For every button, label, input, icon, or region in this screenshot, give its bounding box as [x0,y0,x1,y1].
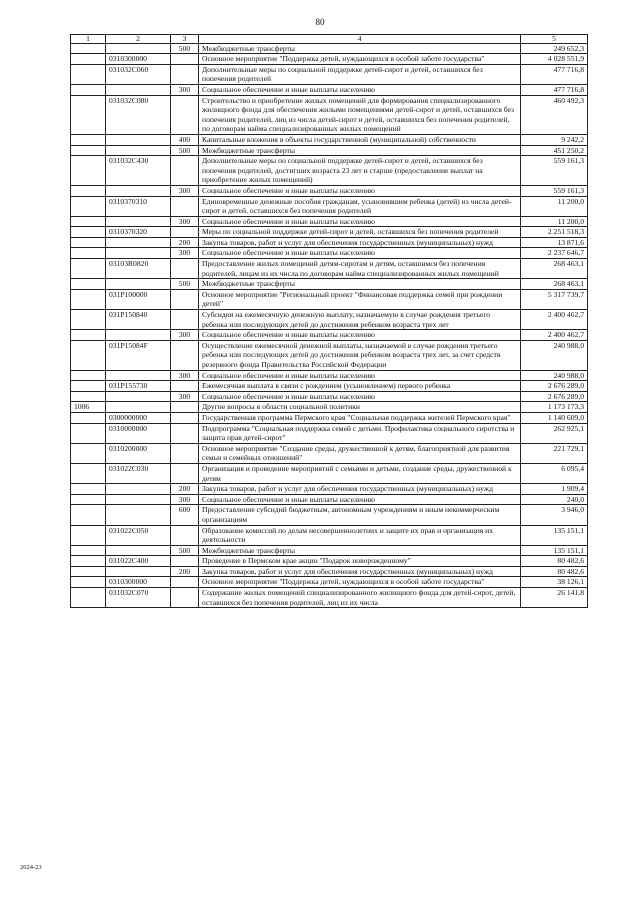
expense-type-cell: 500 [171,545,199,556]
description-cell: Предоставление жилых помещений детям-сиротам и детям, оставшимся без попечения родителей, лицам из их числа по договорам найма специализированных жилых помещений [199,259,521,279]
table-row [71,289,588,309]
expense-type-cell [171,54,199,65]
amount-cell: 2 400 462,7 [521,330,588,341]
section-code-cell [71,279,106,290]
header-cell: 3 [171,35,199,44]
description-cell: Социальное обеспечение и иные выплаты населению [199,330,521,341]
header-cell: 1 [71,35,106,44]
amount-cell: 26 141,8 [521,588,588,608]
section-code-cell [71,134,106,145]
table-row [71,340,588,370]
expense-type-cell: 300 [171,185,199,196]
amount-cell: 80 482,6 [521,556,588,567]
section-code-cell [71,43,106,54]
target-article-cell: 0310370310 [106,196,171,216]
amount-cell: 268 463,1 [521,259,588,279]
expense-type-cell: 300 [171,248,199,259]
section-code-cell [71,227,106,238]
description-cell: Закупка товаров, работ и услуг для обеспечения государственных (муниципальных) нужд [199,484,521,495]
description-cell: Образование комиссий по делам несовершеннолетних и защите их прав и организация их деятельности [199,525,521,545]
table-row [71,43,588,54]
amount-cell: 9 242,2 [521,134,588,145]
expense-type-cell [171,588,199,608]
target-article-cell: 031032С080 [106,95,171,134]
amount-cell: 249 652,3 [521,43,588,54]
expense-type-cell [171,95,199,134]
section-code-cell [71,494,106,505]
table-row [71,259,588,279]
section-code-cell [71,95,106,134]
amount-cell: 2 676 289,0 [521,391,588,402]
target-article-cell: 031P100000 [106,289,171,309]
target-article-cell: 0310300000 [106,54,171,65]
amount-cell: 460 492,3 [521,95,588,134]
expense-type-cell [171,156,199,186]
target-article-cell: 0300000000 [106,412,171,423]
section-code-cell [71,484,106,495]
table-row [71,248,588,259]
description-cell: Основное мероприятие "Создание среды, дружественной к детям, благоприятной для развития семьи и семейных отношений" [199,443,521,463]
target-article-cell [106,84,171,95]
section-code-cell [71,145,106,156]
section-code-cell [71,545,106,556]
header-cell: 2 [106,35,171,44]
description-cell: Организация и проведение мероприятий с семьями и детьми, создание среды, дружественной к детям [199,463,521,483]
description-cell: Осуществление ежемесячной денежной выплаты, назначаемой в случае рождения третьего ребенка или последующих детей до достижения ребенком возраста трех лет, за счет средств резервного фонда Правительства Российской Федерации [199,340,521,370]
expense-type-cell: 200 [171,484,199,495]
section-code-cell [71,463,106,483]
section-code-cell [71,566,106,577]
section-code-cell [71,505,106,525]
section-code-cell [71,340,106,370]
target-article-cell: 031032С070 [106,588,171,608]
table-row [71,381,588,392]
description-cell: Социальное обеспечение и иные выплаты населению [199,370,521,381]
expense-type-cell: 300 [171,216,199,227]
table-row [71,412,588,423]
amount-cell: 240 988,0 [521,340,588,370]
table-row [71,505,588,525]
target-article-cell [106,402,171,413]
target-article-cell [106,484,171,495]
description-cell: Ежемесячная выплата в связи с рождением (усыновлением) первого ребенка [199,381,521,392]
description-cell: Социальное обеспечение и иные выплаты населению [199,494,521,505]
expense-type-cell: 200 [171,237,199,248]
expense-type-cell [171,556,199,567]
table-row [71,484,588,495]
description-cell: Межбюджетные трансферты [199,279,521,290]
amount-cell: 1 140 609,0 [521,412,588,423]
section-code-cell [71,248,106,259]
section-code-cell [71,156,106,186]
amount-cell: 6 095,4 [521,463,588,483]
target-article-cell [106,370,171,381]
target-article-cell: 031P150840 [106,310,171,330]
target-article-cell: 031032С060 [106,64,171,84]
target-article-cell: 0310200000 [106,443,171,463]
amount-cell: 13 871,6 [521,237,588,248]
expense-type-cell [171,310,199,330]
table-row [71,216,588,227]
expense-type-cell [171,196,199,216]
description-cell: Дополнительные меры по социальной поддержке детей-сирот и детей, оставшихся без попечения родителей, достигших возраста 23 лет и старше (предоставление выплат на приобретение жилых помещений) [199,156,521,186]
target-article-cell: 03103R0820 [106,259,171,279]
amount-cell: 559 161,3 [521,185,588,196]
table-row [71,95,588,134]
expense-type-cell [171,259,199,279]
budget-table [70,34,588,608]
table-row [71,556,588,567]
target-article-cell [106,43,171,54]
description-cell: Социальное обеспечение и иные выплаты населению [199,185,521,196]
table-row [71,443,588,463]
section-code-cell [71,310,106,330]
amount-cell: 11 200,0 [521,216,588,227]
description-cell: Капитальные вложения в объекты государственной (муниципальной) собственности [199,134,521,145]
section-code-cell [71,289,106,309]
expense-type-cell [171,412,199,423]
description-cell: Межбюджетные трансферты [199,145,521,156]
description-cell: Государственная программа Пермского края "Социальная поддержка жителей Пермского края" [199,412,521,423]
table-row [71,237,588,248]
amount-cell: 3 946,0 [521,505,588,525]
description-cell: Социальное обеспечение и иные выплаты населению [199,248,521,259]
description-cell: Меры по социальной поддержке детей-сирот и детей, оставшихся без попечения родителей [199,227,521,238]
section-code-cell [71,525,106,545]
description-cell: Субсидия на ежемесячную денежную выплату, назначаемую в случае рождения третьего ребенка или последующих детей до достижения ребенком возраста трех лет [199,310,521,330]
target-article-cell [106,216,171,227]
description-cell: Социальное обеспечение и иные выплаты населению [199,391,521,402]
target-article-cell [106,566,171,577]
section-code-cell [71,588,106,608]
amount-cell: 135 151,1 [521,545,588,556]
amount-cell: 2 251 518,3 [521,227,588,238]
description-cell: Межбюджетные трансферты [199,43,521,54]
table-row [71,145,588,156]
section-code-cell [71,64,106,84]
target-article-cell: 031P155730 [106,381,171,392]
section-code-cell [71,412,106,423]
section-code-cell [71,556,106,567]
description-cell: Подпрограмма "Социальная поддержка семей с детьми. Профилактика социального сиротства и защита прав детей-сирот" [199,423,521,443]
expense-type-cell [171,443,199,463]
amount-cell: 2 237 646,7 [521,248,588,259]
description-cell: Закупка товаров, работ и услуг для обеспечения государственных (муниципальных) нужд [199,566,521,577]
target-article-cell: 031022С400 [106,556,171,567]
amount-cell: 240 988,0 [521,370,588,381]
expense-type-cell: 500 [171,145,199,156]
page-number: 80 [315,17,325,27]
target-article-cell: 031022С030 [106,463,171,483]
target-article-cell [106,134,171,145]
target-article-cell [106,237,171,248]
table-row [71,423,588,443]
section-code-cell [71,84,106,95]
expense-type-cell [171,64,199,84]
target-article-cell: 0310370320 [106,227,171,238]
amount-cell: 11 200,0 [521,196,588,216]
section-code-cell [71,237,106,248]
target-article-cell: 031P15084F [106,340,171,370]
target-article-cell [106,145,171,156]
section-code-cell [71,330,106,341]
amount-cell: 240,0 [521,494,588,505]
table-row [71,54,588,65]
description-cell: Социальное обеспечение и иные выплаты населению [199,84,521,95]
table-row [71,370,588,381]
expense-type-cell: 200 [171,566,199,577]
amount-cell: 38 126,1 [521,577,588,588]
target-article-cell [106,391,171,402]
section-code-cell [71,216,106,227]
target-article-cell: 0310300000 [106,577,171,588]
table-row [71,588,588,608]
amount-cell: 477 716,8 [521,64,588,84]
target-article-cell [106,185,171,196]
header-cell: 5 [521,35,588,44]
amount-cell: 5 317 739,7 [521,289,588,309]
section-code-cell [71,381,106,392]
section-code-cell [71,259,106,279]
amount-cell: 451 250,2 [521,145,588,156]
table-row [71,279,588,290]
target-article-cell [106,494,171,505]
expense-type-cell [171,227,199,238]
expense-type-cell [171,289,199,309]
expense-type-cell: 300 [171,391,199,402]
expense-type-cell [171,525,199,545]
table-header-row [71,35,588,44]
table-row [71,134,588,145]
description-cell: Предоставление субсидий бюджетным, автономным учреждениям и иным некоммерческим организациям [199,505,521,525]
amount-cell: 2 676 289,0 [521,381,588,392]
expense-type-cell [171,340,199,370]
expense-type-cell: 400 [171,134,199,145]
table-row [71,156,588,186]
expense-type-cell: 600 [171,505,199,525]
table-row [71,64,588,84]
table-row [71,310,588,330]
amount-cell: 477 716,8 [521,84,588,95]
expense-type-cell [171,423,199,443]
table-row [71,84,588,95]
expense-type-cell [171,381,199,392]
section-code-cell [71,443,106,463]
description-cell: Межбюджетные трансферты [199,545,521,556]
description-cell: Основное мероприятие "Поддержка детей, нуждающихся в особой заботе государства" [199,577,521,588]
amount-cell: 1 173 173,3 [521,402,588,413]
description-cell: Основное мероприятие "Поддержка детей, нуждающихся в особой заботе государства" [199,54,521,65]
description-cell: Основное мероприятие "Региональный проект "Финансовая поддержка семей при рождении детей" [199,289,521,309]
description-cell: Проведение в Пермском крае акции "Подарок новорожденному" [199,556,521,567]
amount-cell: 2 400 462,7 [521,310,588,330]
expense-type-cell [171,577,199,588]
table-row [71,196,588,216]
expense-type-cell: 500 [171,43,199,54]
description-cell: Другие вопросы в области социальной политики [199,402,521,413]
table-row [71,566,588,577]
amount-cell: 135 151,1 [521,525,588,545]
section-code-cell [71,54,106,65]
description-cell: Дополнительные меры по социальной поддержке детей-сирот и детей, оставшихся без попечения родителей [199,64,521,84]
target-article-cell [106,279,171,290]
amount-cell: 262 925,1 [521,423,588,443]
description-cell: Социальное обеспечение и иные выплаты населению [199,216,521,227]
table-row [71,494,588,505]
description-cell: Закупка товаров, работ и услуг для обеспечения государственных (муниципальных) нужд [199,237,521,248]
table-row [71,545,588,556]
target-article-cell: 0310000000 [106,423,171,443]
target-article-cell [106,545,171,556]
table-row [71,227,588,238]
table-row [71,577,588,588]
expense-type-cell: 300 [171,370,199,381]
description-cell: Единовременные денежные пособия гражданам, усыновившим ребенка (детей) из числа детей-сирот и детей, оставшихся без попечения родителей [199,196,521,216]
target-article-cell [106,505,171,525]
table-row [71,391,588,402]
section-code-cell [71,391,106,402]
table-row [71,330,588,341]
expense-type-cell: 500 [171,279,199,290]
section-code-cell [71,423,106,443]
amount-cell: 4 028 551,9 [521,54,588,65]
amount-cell: 1 909,4 [521,484,588,495]
table-row [71,185,588,196]
target-article-cell [106,248,171,259]
table-row [71,402,588,413]
section-code-cell [71,185,106,196]
footer-code: 2024-23 [20,864,42,871]
amount-cell: 80 482,6 [521,566,588,577]
header-cell: 4 [199,35,521,44]
description-cell: Содержание жилых помещений специализированного жилищного фонда для детей-сирот, детей, оставшихся без попечения родителей, лиц из их числа [199,588,521,608]
section-code-cell [71,370,106,381]
expense-type-cell: 300 [171,330,199,341]
expense-type-cell: 300 [171,494,199,505]
description-cell: Строительство и приобретение жилых помещений для формирования специализированного жилищного фонда для обеспечения жилыми помещениями детей-сирот и детей, оставшихся без попечения родителей, лиц из числа детей-сирот и детей, оставшихся без попечения родителей, по договорам найма специализированных жилых помещений [199,95,521,134]
section-code-cell [71,196,106,216]
expense-type-cell [171,402,199,413]
section-code-cell [71,577,106,588]
expense-type-cell [171,463,199,483]
expense-type-cell: 300 [171,84,199,95]
table-row [71,525,588,545]
table-row [71,463,588,483]
amount-cell: 268 463,1 [521,279,588,290]
amount-cell: 221 729,1 [521,443,588,463]
section-code-cell: 1006 [71,402,106,413]
target-article-cell: 031032С430 [106,156,171,186]
amount-cell: 559 161,3 [521,156,588,186]
target-article-cell: 031022С050 [106,525,171,545]
target-article-cell [106,330,171,341]
